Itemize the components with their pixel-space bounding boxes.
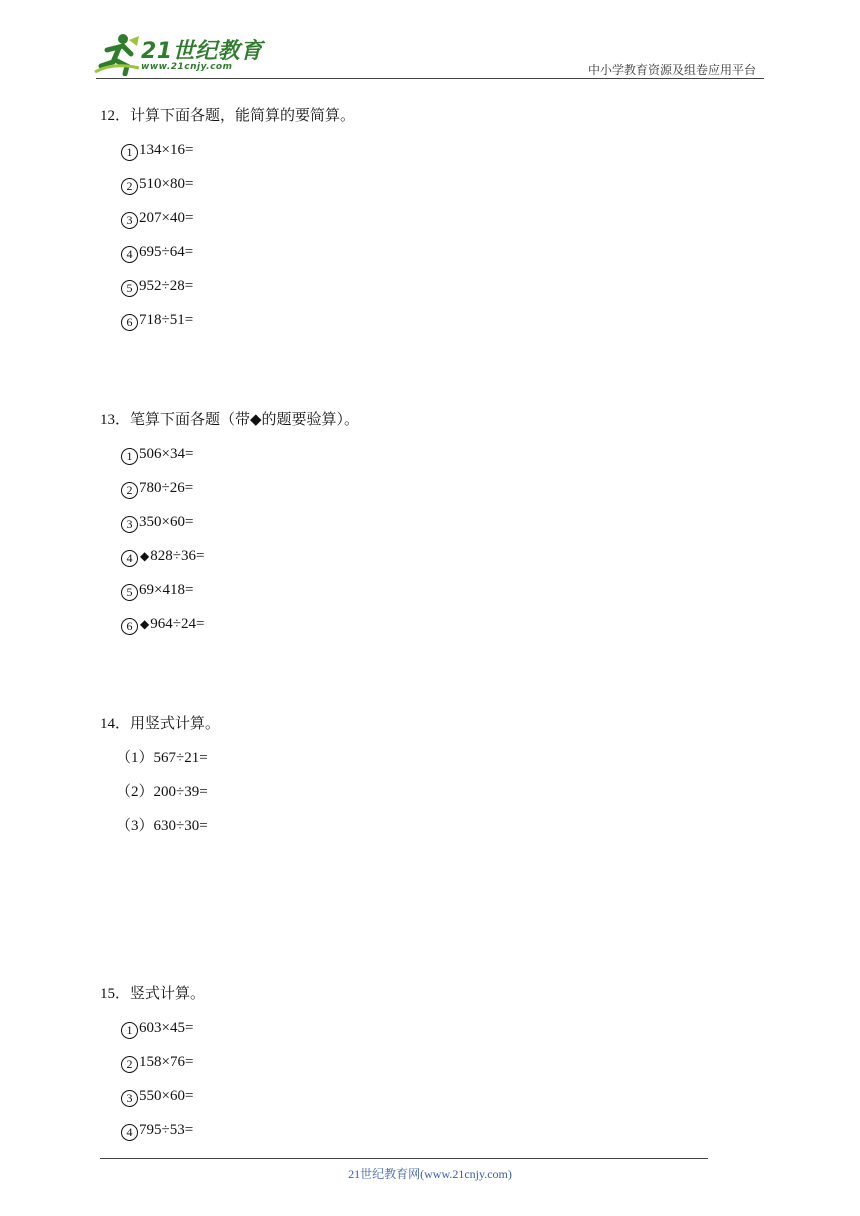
question-text: 竖式计算。	[130, 986, 206, 1002]
expression: 964÷24=	[150, 616, 205, 632]
circled-number: 6	[121, 314, 138, 331]
question-number: 15．	[100, 986, 131, 1002]
circled-number: 5	[121, 584, 138, 601]
brand-logo	[93, 32, 273, 80]
footer-divider	[100, 1158, 708, 1159]
list-item	[121, 262, 760, 296]
circled-number: 3	[121, 212, 138, 229]
expression: 69×418=	[139, 582, 194, 598]
list-item	[121, 600, 760, 634]
circled-number: 2	[121, 178, 138, 195]
diamond-icon: ◆	[140, 549, 150, 563]
expression: 200÷39=	[153, 784, 208, 800]
question-12	[100, 106, 760, 330]
circled-number: 4	[121, 550, 138, 567]
brand-name: 21世纪教育	[141, 39, 263, 64]
expression: 567÷21=	[153, 750, 208, 766]
runner-logo-icon	[93, 32, 143, 76]
expression: 603×45=	[139, 1020, 194, 1036]
list-item	[121, 532, 760, 566]
question-title	[100, 714, 760, 734]
question-number: 12．	[100, 108, 131, 124]
question-text: 用竖式计算。	[130, 716, 221, 732]
question-14	[100, 714, 760, 836]
circled-number: 1	[121, 448, 138, 465]
item-prefix: （2）	[116, 784, 154, 800]
circled-number: 5	[121, 280, 138, 297]
question-15	[100, 984, 760, 1140]
question-13	[100, 410, 760, 634]
expression: 350×60=	[139, 514, 194, 530]
expression: 780÷26=	[139, 480, 194, 496]
question-title	[100, 984, 760, 1004]
list-item	[121, 566, 760, 600]
circled-number: 1	[121, 144, 138, 161]
list-item	[121, 498, 760, 532]
circled-number: 2	[121, 1056, 138, 1073]
list-item	[121, 430, 760, 464]
expression: 550×60=	[139, 1088, 194, 1104]
circled-number: 4	[121, 1124, 138, 1141]
list-item	[116, 768, 760, 802]
question-text: 笔算下面各题（带◆的题要验算）。	[130, 412, 360, 428]
list-item	[121, 160, 760, 194]
footer-link[interactable]: 21世纪教育网(www.21cnjy.com)	[348, 1167, 512, 1181]
diamond-icon: ◆	[140, 617, 150, 631]
circled-number: 3	[121, 1090, 138, 1107]
expression: 695÷64=	[139, 244, 194, 260]
list-item	[121, 228, 760, 262]
question-title	[100, 106, 760, 126]
expression: 718÷51=	[139, 312, 194, 328]
circled-number: 6	[121, 618, 138, 635]
circled-number: 4	[121, 246, 138, 263]
circled-number: 2	[121, 482, 138, 499]
list-item	[121, 1004, 760, 1038]
expression: 158×76=	[139, 1054, 194, 1070]
item-prefix: （3）	[116, 818, 154, 834]
list-item	[116, 802, 760, 836]
list-item	[121, 1106, 760, 1140]
expression: 207×40=	[139, 210, 194, 226]
list-item	[121, 194, 760, 228]
list-item	[121, 296, 760, 330]
expression: 506×34=	[139, 446, 194, 462]
list-item	[121, 1038, 760, 1072]
expression: 828÷36=	[150, 548, 205, 564]
expression: 795÷53=	[139, 1122, 194, 1138]
question-number: 14．	[100, 716, 131, 732]
expression: 510×80=	[139, 176, 194, 192]
expression: 630÷30=	[153, 818, 208, 834]
header-divider	[96, 78, 764, 79]
expression: 134×16=	[139, 142, 194, 158]
question-title	[100, 410, 760, 430]
question-number: 13．	[100, 412, 131, 428]
expression: 952÷28=	[139, 278, 194, 294]
question-text: 计算下面各题，能简算的要简算。	[130, 108, 356, 124]
circled-number: 3	[121, 516, 138, 533]
page-header	[0, 0, 860, 82]
platform-text: 中小学教育资源及组卷应用平台	[587, 63, 756, 77]
list-item	[121, 1072, 760, 1106]
list-item	[121, 126, 760, 160]
list-item	[121, 464, 760, 498]
item-prefix: （1）	[116, 750, 154, 766]
list-item	[116, 734, 760, 768]
circled-number: 1	[121, 1022, 138, 1039]
brand-url: www.21cnjy.com	[141, 62, 233, 72]
